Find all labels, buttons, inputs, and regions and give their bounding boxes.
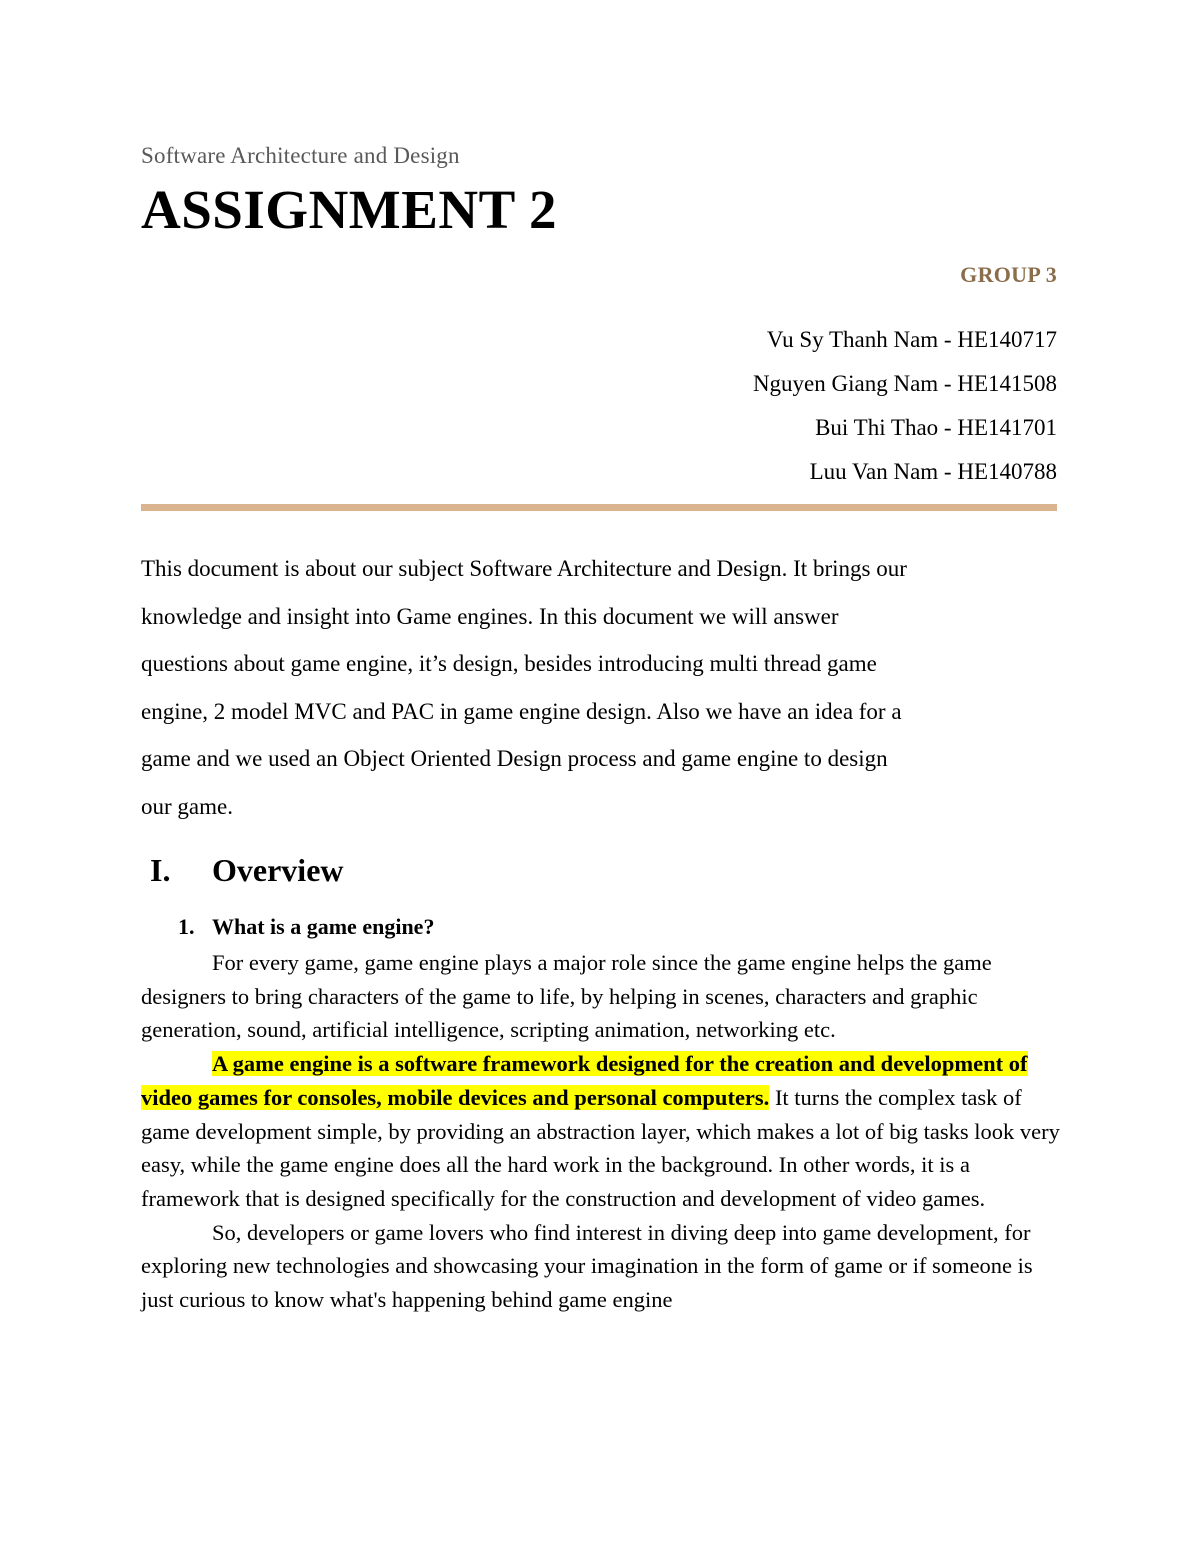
- document-title: ASSIGNMENT 2: [141, 179, 558, 240]
- subsection-title: What is a game engine?: [212, 914, 435, 939]
- paragraph: [141, 1047, 1061, 1216]
- member-item: Bui Thi Thao - HE141701: [815, 415, 1057, 440]
- intro-line: engine, 2 model MVC and PAC in game engine design. Also we have an idea for a: [141, 698, 902, 724]
- intro-line: our game.: [141, 793, 233, 819]
- subject-line: Software Architecture and Design: [141, 143, 460, 168]
- subsection-number: 1.: [178, 914, 195, 939]
- intro-line: game and we used an Object Oriented Design process and game engine to design: [141, 746, 888, 771]
- section-number: I.: [150, 852, 171, 888]
- highlighted-definition: A game engine is a software framework designed for the creation and development of video games for consoles, mobile devices and personal computers.: [141, 1051, 1028, 1110]
- member-item: Luu Van Nam - HE140788: [809, 459, 1057, 484]
- divider-line: [141, 504, 1057, 511]
- paragraph: So, developers or game lovers who find interest in diving deep into game development, for exploring new technologies and showcasing your imagination in the form of game or if someone is just curious to know what's happening behind game engine: [141, 1219, 1033, 1313]
- section-heading: [150, 852, 344, 889]
- intro-line: This document is about our subject Software Architecture and Design. It brings our: [141, 556, 907, 581]
- intro-paragraph: [141, 545, 1061, 830]
- paragraph-continuation: It turns the complex task of game development simple, by providing an abstraction layer, which makes a lot of big tasks look very easy, while the game engine does all the hard work in the background. In other words, it is a framework that is designed specifically for the construction and development of video games.: [141, 1084, 1060, 1211]
- subsection-heading: [178, 914, 434, 940]
- body-text: [141, 946, 1061, 1317]
- intro-line: questions about game engine, it’s design, besides introducing multi thread game: [141, 651, 877, 676]
- group-label: GROUP 3: [960, 262, 1057, 287]
- member-list: [753, 324, 1057, 500]
- paragraph: For every game, game engine plays a major role since the game engine helps the game designers to bring characters of the game to life, by helping in scenes, characters and graphic generation, sound, artificial intelligence, scripting animation, networking etc.: [141, 950, 992, 1043]
- member-item: Nguyen Giang Nam - HE141508: [752, 371, 1057, 396]
- intro-line: knowledge and insight into Game engines. In this document we will answer: [141, 603, 839, 629]
- section-title: Overview: [212, 852, 344, 888]
- member-item: Vu Sy Thanh Nam - HE140717: [766, 327, 1057, 352]
